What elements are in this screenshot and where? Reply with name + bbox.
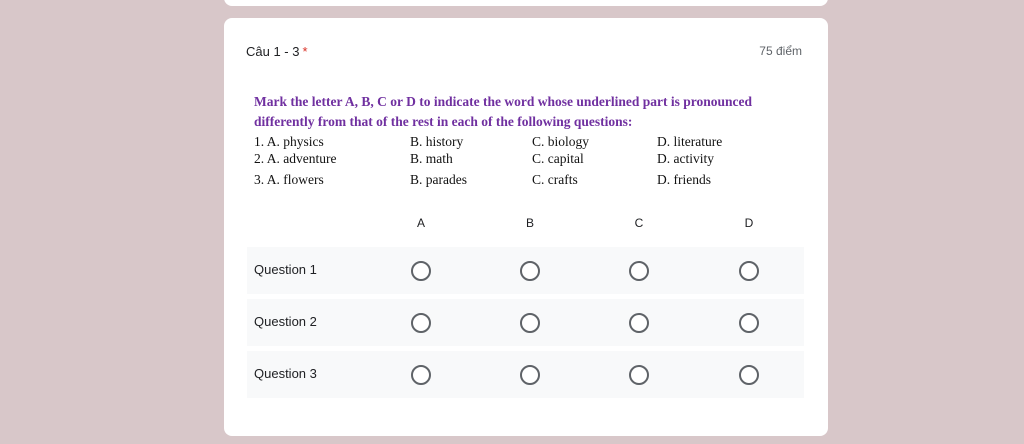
column-header-a: A (416, 216, 425, 230)
question-card (224, 18, 828, 436)
item-option: 1. A. physics (254, 134, 324, 149)
radio-q2-d[interactable] (739, 313, 759, 333)
grid-row-question-3 (247, 351, 804, 398)
radio-q1-a[interactable] (411, 261, 431, 281)
item-option: 3. A. flowers (254, 172, 324, 187)
radio-q2-a[interactable] (411, 313, 431, 333)
question-title-text: Câu 1 - 3 (246, 44, 300, 59)
item-option: D. literature (657, 134, 723, 149)
radio-q3-b[interactable] (520, 365, 540, 385)
question-title (246, 44, 308, 59)
radio-q1-d[interactable] (739, 261, 759, 281)
radio-q2-c[interactable] (629, 313, 649, 333)
item-option: C. capital (532, 151, 584, 166)
row-label: Question 1 (254, 262, 317, 277)
item-option: C. crafts (532, 172, 578, 187)
item-option: D. activity (657, 151, 714, 166)
column-header-b: B (525, 216, 534, 230)
row-label: Question 3 (254, 366, 317, 381)
column-header-d: D (744, 216, 754, 230)
column-header-c: C (634, 216, 644, 230)
grid-row-question-1 (247, 247, 804, 294)
item-option: D. friends (657, 172, 711, 187)
grid-column-headers (247, 216, 804, 232)
previous-card (224, 0, 828, 6)
item-option: B. math (410, 151, 453, 166)
radio-q2-b[interactable] (520, 313, 540, 333)
row-label: Question 2 (254, 314, 317, 329)
radio-q1-b[interactable] (520, 261, 540, 281)
grid-row-question-2 (247, 299, 804, 346)
item-option: 2. A. adventure (254, 151, 337, 166)
required-mark: * (302, 44, 308, 59)
radio-q3-a[interactable] (411, 365, 431, 385)
item-option: B. parades (410, 172, 467, 187)
item-option: B. history (410, 134, 464, 149)
points-label: 75 điểm (759, 44, 802, 58)
item-option: C. biology (532, 134, 590, 149)
instruction-text: Mark the letter A, B, C or D to indicate the word whose underlined part is pronounced differently from that of the rest in each of the following questions: (254, 94, 752, 129)
radio-q1-c[interactable] (629, 261, 649, 281)
radio-q3-d[interactable] (739, 365, 759, 385)
radio-q3-c[interactable] (629, 365, 649, 385)
